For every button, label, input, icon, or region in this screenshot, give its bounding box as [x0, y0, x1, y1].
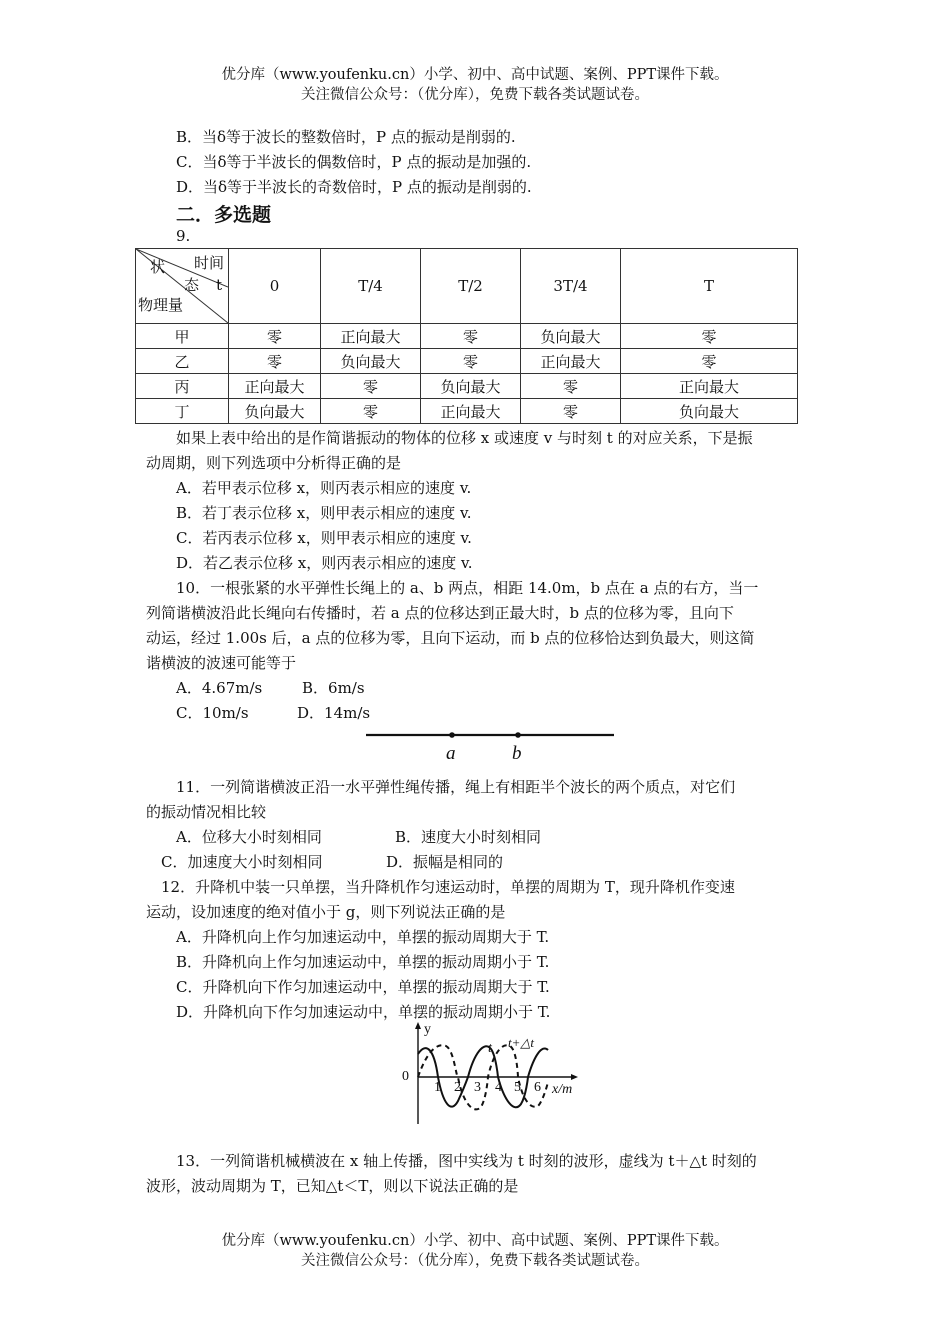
- x-axis-arrow: [571, 1074, 578, 1080]
- table-row: [136, 349, 798, 374]
- q9-stem-2: 动周期，则下列选项中分析得正确的是: [146, 454, 402, 472]
- q10-option-b: B．6m/s: [302, 679, 365, 697]
- q9-table: [135, 248, 798, 424]
- q11-option-d: D．振幅是相同的: [386, 853, 504, 871]
- table-cell: 零: [321, 399, 421, 424]
- q10-rope-figure: [362, 726, 618, 766]
- q8-option-d: D．当δ等于半波长的奇数倍时，P 点的振动是削弱的.: [176, 178, 532, 196]
- q10-option-a: A．4.67m/s: [176, 679, 263, 697]
- table-cell: 正向最大: [229, 374, 321, 399]
- q12-option-b: B．升降机向上作匀加速运动中，单摆的振动周期小于 T.: [176, 953, 550, 971]
- row-label: 丁: [136, 399, 229, 424]
- q11-stem-1: 11．一列简谐横波正沿一水平弹性绳传播，绳上有相距半个波长的两个质点，对它们: [176, 778, 736, 796]
- table-cell: 零: [521, 374, 621, 399]
- page-footer-line-2: 关注微信公众号：（优分库），免费下载各类试题试卷。: [301, 1253, 649, 1269]
- point-b-label: b: [512, 743, 522, 764]
- table-row: [136, 324, 798, 349]
- point-a-marker: [449, 732, 455, 738]
- table-cell: 零: [421, 324, 521, 349]
- table-cell: 零: [421, 349, 521, 374]
- table-cell: 正向最大: [521, 349, 621, 374]
- q8-option-b: B．当δ等于波长的整数倍时，P 点的振动是削弱的.: [176, 128, 516, 146]
- x-tick-label: 4: [495, 1080, 502, 1095]
- q12-option-a: A．升降机向上作匀加速运动中，单摆的振动周期大于 T.: [176, 928, 550, 946]
- x-tick-label: 2: [454, 1080, 461, 1095]
- y-axis-arrow: [415, 1022, 421, 1029]
- origin-label: 0: [402, 1069, 409, 1084]
- q12-stem-1: 12．升降机中装一只单摆，当升降机作匀速运动时，单摆的周期为 T，现升降机作变速: [161, 878, 735, 896]
- q9-corner-state1: 状: [150, 258, 166, 276]
- q10-stem-4: 谐横波的波速可能等于: [146, 654, 297, 672]
- page-header-line-1: 优分库（www.youfenku.cn）小学、初中、高中试题、案例、PPT课件下载。: [221, 67, 729, 83]
- q9-corner-time: 时间: [194, 254, 225, 272]
- q9-stem-1: 如果上表中给出的是作简谐振动的物体的位移 x 或速度 v 与时刻 t 的对应关系，下是振: [176, 429, 753, 447]
- table-row: [136, 374, 798, 399]
- q10-option-d: D．14m/s: [297, 704, 371, 722]
- table-cell: 正向最大: [421, 399, 521, 424]
- q9-header-t: T: [621, 249, 798, 324]
- page-footer-line-1: 优分库（www.youfenku.cn）小学、初中、高中试题、案例、PPT课件下载。: [221, 1233, 729, 1249]
- q9-corner-t: t: [216, 276, 223, 294]
- row-label: 丙: [136, 374, 229, 399]
- table-cell: 零: [321, 374, 421, 399]
- q9-option-b: B．若丁表示位移 x，则甲表示相应的速度 v.: [176, 504, 472, 522]
- q13-stem-1: 13．一列简谐机械横波在 x 轴上传播，图中实线为 t 时刻的波形，虚线为 t＋△t 时刻的: [176, 1152, 757, 1170]
- q13-wave-figure: [396, 1020, 586, 1130]
- q8-option-c: C．当δ等于半波长的偶数倍时，P 点的振动是加强的.: [176, 153, 532, 171]
- q11-stem-2: 的振动情况相比较: [146, 803, 267, 821]
- page-header-line-2: 关注微信公众号：（优分库），免费下载各类试题试卷。: [301, 87, 649, 103]
- q10-stem-2: 列简谐横波沿此长绳向右传播时，若 a 点的位移达到正最大时，b 点的位移为零，且向下: [146, 604, 734, 622]
- row-label: 乙: [136, 349, 229, 374]
- q9-option-c: C．若丙表示位移 x，则甲表示相应的速度 v.: [176, 529, 472, 547]
- q9-number: 9.: [176, 227, 191, 245]
- table-cell: 负向最大: [229, 399, 321, 424]
- section-title: 二．多选题: [176, 204, 272, 226]
- table-row: [136, 399, 798, 424]
- table-cell: 负向最大: [321, 349, 421, 374]
- table-cell: 正向最大: [321, 324, 421, 349]
- q13-stem-2: 波形，波动周期为 T，已知△t＜T，则以下说法正确的是: [146, 1177, 519, 1195]
- x-tick-label: 5: [514, 1080, 521, 1095]
- dashed-wave-label: t+△t: [508, 1035, 534, 1050]
- table-cell: 负向最大: [421, 374, 521, 399]
- table-cell: 零: [621, 324, 798, 349]
- q9-header-0: 0: [229, 249, 321, 324]
- q11-option-a: A．位移大小时刻相同: [176, 828, 322, 846]
- table-cell: 零: [521, 399, 621, 424]
- q11-option-b: B．速度大小时刻相同: [395, 828, 542, 846]
- table-cell: 正向最大: [621, 374, 798, 399]
- q9-table-header-row: [136, 249, 798, 324]
- point-a-label: a: [446, 743, 456, 764]
- q10-stem-3: 动运，经过 1.00s 后，a 点的位移为零，且向下运动，而 b 点的位移恰达到负最大，则这简: [146, 629, 755, 647]
- x-tick-label: 1: [434, 1080, 441, 1095]
- solid-wave-label: t: [488, 1041, 492, 1056]
- q9-header-3t4: 3T/4: [521, 249, 621, 324]
- table-cell: 零: [229, 349, 321, 374]
- q12-option-d: D．升降机向下作匀加速运动中，单摆的振动周期小于 T.: [176, 1003, 551, 1021]
- x-tick-label: 6: [534, 1080, 541, 1095]
- q9-header-t2: T/2: [421, 249, 521, 324]
- row-label: 甲: [136, 324, 229, 349]
- q9-corner-state2: 态: [184, 276, 200, 294]
- q9-option-d: D．若乙表示位移 x，则丙表示相应的速度 v.: [176, 554, 473, 572]
- q9-header-t4: T/4: [321, 249, 421, 324]
- x-axis-label: x/m: [552, 1082, 573, 1097]
- q9-option-a: A．若甲表示位移 x，则丙表示相应的速度 v.: [176, 479, 472, 497]
- table-cell: 负向最大: [521, 324, 621, 349]
- q9-corner-quantity: 物理量: [138, 296, 184, 314]
- q12-stem-2: 运动，设加速度的绝对值小于 g，则下列说法正确的是: [146, 903, 506, 921]
- table-cell: 零: [229, 324, 321, 349]
- q11-option-c: C．加速度大小时刻相同: [161, 853, 323, 871]
- y-axis-label: y: [424, 1022, 431, 1037]
- table-cell: 零: [621, 349, 798, 374]
- x-tick-label: 3: [474, 1080, 481, 1095]
- point-b-marker: [515, 732, 521, 738]
- q10-option-c: C．10m/s: [176, 704, 249, 722]
- q10-stem-1: 10．一根张紧的水平弹性长绳上的 a、b 两点，相距 14.0m，b 点在 a 点的右方，当一: [176, 579, 759, 597]
- table-cell: 负向最大: [621, 399, 798, 424]
- q9-table-corner-cell: [136, 249, 229, 324]
- q12-option-c: C．升降机向下作匀加速运动中，单摆的振动周期大于 T.: [176, 978, 550, 996]
